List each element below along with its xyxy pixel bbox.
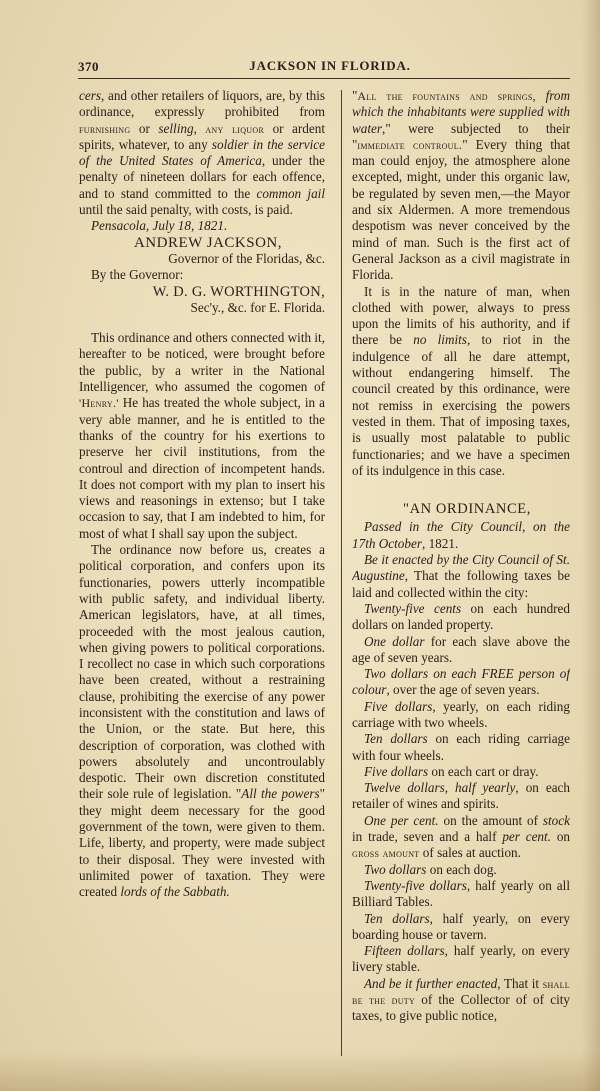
page-edge-shadow <box>582 0 600 1091</box>
signer-title: Governor of the Floridas, &c. <box>168 250 325 266</box>
text-run: It is in the nature of man, when clothed with power, always to press upon the limits of his authority, and if there be <box>352 283 570 348</box>
text-run: , under the penalty of nineteen dollars for each offence, and to stand committed to the <box>79 153 325 201</box>
date-line <box>79 218 325 234</box>
italic-text: Twenty-five cents <box>364 600 462 616</box>
date-place: Pensacola, <box>91 218 150 234</box>
text-run: for each slave above the age of seven years. <box>352 633 570 665</box>
tax-item <box>352 666 570 699</box>
text-run: on the amount of <box>438 812 543 828</box>
italic-text: common jail <box>256 185 325 201</box>
text-run: on each riding carriage with four wheels. <box>352 731 570 763</box>
text-run: on each cart or dray. <box>428 763 539 779</box>
italic-text: cers <box>79 88 101 103</box>
text-run: He has treated the whole subject, in a very able manner, and he is entitled to the thanks of the country for his exertions to preserve her civil institutions, from the controul and direction of incompetent hands. It does not comport with my plan to insert his views and reasonings in extenso; but I take occasion to say, that I am indebted to him, for most of what I shall say upon the subject. <box>79 395 325 541</box>
ordinance-enacted <box>352 552 570 601</box>
italic-text: Two dollars <box>364 861 427 877</box>
text-run: , half yearly, on every livery stable. <box>352 943 570 975</box>
tax-item <box>352 943 570 976</box>
text-run: until the said penalty, with costs, is paid. <box>79 202 293 218</box>
tax-item <box>352 764 570 780</box>
italic-text: per cent. <box>502 829 551 845</box>
text-run: , That it <box>497 975 543 991</box>
italic-text: lords of the Sabbath. <box>120 884 230 900</box>
tax-item <box>352 780 570 813</box>
header-rule <box>78 78 570 79</box>
text-run: " Every thing that man could enjoy, the atmosphere alone excepted, might, under this organic law, be regulated by seven men,—the Mayor and six Aldermen. A more tremendous despotism was never conceived by the mind of man. Such is the first act of General Jackson as a civil magistrate in Florida. <box>352 136 570 283</box>
small-caps-text: gross amount <box>352 846 420 861</box>
text-run: , 1821. <box>421 535 459 551</box>
italic-text: no limits <box>413 332 467 348</box>
small-caps-text: shall be the duty <box>352 976 570 1008</box>
text-run: " they might deem necessary for the good government of the town, were given to them. Life, liberty, and property, were made subject to their disposal. They were invested with unlimited power of taxation. They were created <box>79 786 325 900</box>
text-run: or <box>130 120 159 136</box>
text-run <box>536 88 546 103</box>
secretary-name: W. D. G. WORTHINGTON, <box>152 283 325 300</box>
italic-text: One per cent. <box>364 812 439 828</box>
text-run: , on each retailer of wines and spirits. <box>352 780 570 812</box>
left-paragraph-2 <box>79 330 325 542</box>
ordinance-final <box>352 976 570 1025</box>
italic-text: Five dollars <box>364 763 429 779</box>
text-run: ," were subjected to their " <box>352 120 570 152</box>
text-run: The ordinance now before us, creates a political corporation, and confers upon its functionaries, powers utterly incompatible with public safety, and individual liberty. American legislators, have, at all times, proceeded with the most jealous caution, when giving powers to political corporations. I recollect no case in which such corporations have been created, without a restraining clause, prohibiting the exercise of any power inconsistent with the constitution and laws of the Union, or the state. But here, this description of corporation, was clothed with powers absolutely and uncontroulably despotic. Their own discretion constituted their sole rule of legislation. " <box>79 542 325 802</box>
text-run: or ardent spirits, whatever, to any <box>79 120 325 152</box>
ordinance-title: "AN ORDINANCE, <box>403 501 531 518</box>
right-paragraph-2 <box>352 284 570 480</box>
left-column <box>79 88 325 1063</box>
tax-item <box>352 862 570 878</box>
text-run: , <box>193 120 206 136</box>
text-run: of sales at auction. <box>419 845 521 861</box>
tax-item <box>352 731 570 764</box>
right-column <box>352 88 570 1063</box>
italic-text: from which the inhabitants were supplied with water <box>352 88 570 136</box>
text-run: on <box>550 829 570 845</box>
small-caps-text: All the fountains and springs, <box>357 89 536 103</box>
tax-item <box>352 813 570 862</box>
ordinance-passed <box>352 519 570 552</box>
date-rest: July 18, 1821. <box>149 218 228 234</box>
italic-text: Twelve dollars, half yearly <box>364 780 516 796</box>
running-title: JACKSON IN FLORIDA. <box>249 58 411 73</box>
tax-item <box>352 634 570 667</box>
small-caps-text: furnishing <box>79 121 131 136</box>
signer-name: ANDREW JACKSON, <box>133 234 283 251</box>
italic-text: Fifteen dollars <box>364 943 445 959</box>
page-number: 370 <box>78 59 99 74</box>
italic-text: Ten dollars <box>364 910 430 926</box>
italic-text: Passed in the City Council, on the 17th October <box>352 519 570 551</box>
text-run: , yearly, on each riding carriage with two wheels. <box>352 698 570 730</box>
italic-text: stock <box>542 812 570 828</box>
text-run: , That the following taxes be laid and collected within the city: <box>352 568 570 600</box>
text-run: , half yearly, on every boarding house or tavern. <box>352 910 570 942</box>
tax-item <box>352 878 570 911</box>
italic-text: Ten dollars <box>364 731 428 747</box>
text-run: , to riot in the indulgence of all he dare attempt, without endangering himself. The council created by this ordinance, were not remiss in exercising the powers vested in them. That of imposing taxes, is usually most palatable to public functionaries; and we have a specimen of its indulgence in this case. <box>352 332 570 478</box>
text-run: in trade, seven and a half <box>352 829 503 845</box>
tax-item <box>352 911 570 944</box>
italic-text: And be it further enacted <box>364 975 498 991</box>
text-run: , over the age of seven years. <box>386 682 540 698</box>
italic-text: Be it enacted by the City Council of St. Augustine <box>352 552 570 584</box>
text-run: This ordinance and others connected with it, hereafter to be noticed, were brought before the public, by a writer in the National Intelligencer, who assumed the cogomen of <box>79 330 325 395</box>
small-caps-text: 'Henry.' <box>79 396 119 411</box>
small-caps-text: any liquor <box>205 121 265 136</box>
by-line: By the Governor: <box>91 267 184 283</box>
tax-list <box>352 601 570 976</box>
italic-text: soldier in the service of the United States of America <box>79 136 325 169</box>
left-paragraph-3 <box>79 542 325 901</box>
italic-text: All the powers <box>241 786 320 802</box>
text-run: , half yearly on all Billiard Tables. <box>352 877 570 910</box>
italic-text: Twenty-five dollars <box>364 877 467 893</box>
tax-item <box>352 601 570 634</box>
text-run: , and other retailers of liquors, are, by this ordinance, expressly prohibited from <box>79 88 325 120</box>
text-run: on each dog. <box>426 861 497 877</box>
tax-item <box>352 699 570 732</box>
italic-text: selling <box>158 120 194 136</box>
italic-text: One dollar <box>364 633 425 649</box>
secretary-title: Sec'y., &c. for E. Florida. <box>190 299 325 315</box>
left-paragraph-1 <box>79 88 325 218</box>
column-divider <box>341 90 342 1056</box>
text-run: of the Collector of of city taxes, to give public notice, <box>352 992 570 1024</box>
text-run: " <box>352 88 358 103</box>
small-caps-text: immediate controul. <box>357 137 463 152</box>
italic-text: Five dollars <box>364 698 433 714</box>
text-run: on each hundred dollars on landed property. <box>352 600 570 633</box>
italic-text: Two dollars on each FREE person of colour <box>352 666 570 698</box>
right-paragraph-1 <box>352 88 570 284</box>
